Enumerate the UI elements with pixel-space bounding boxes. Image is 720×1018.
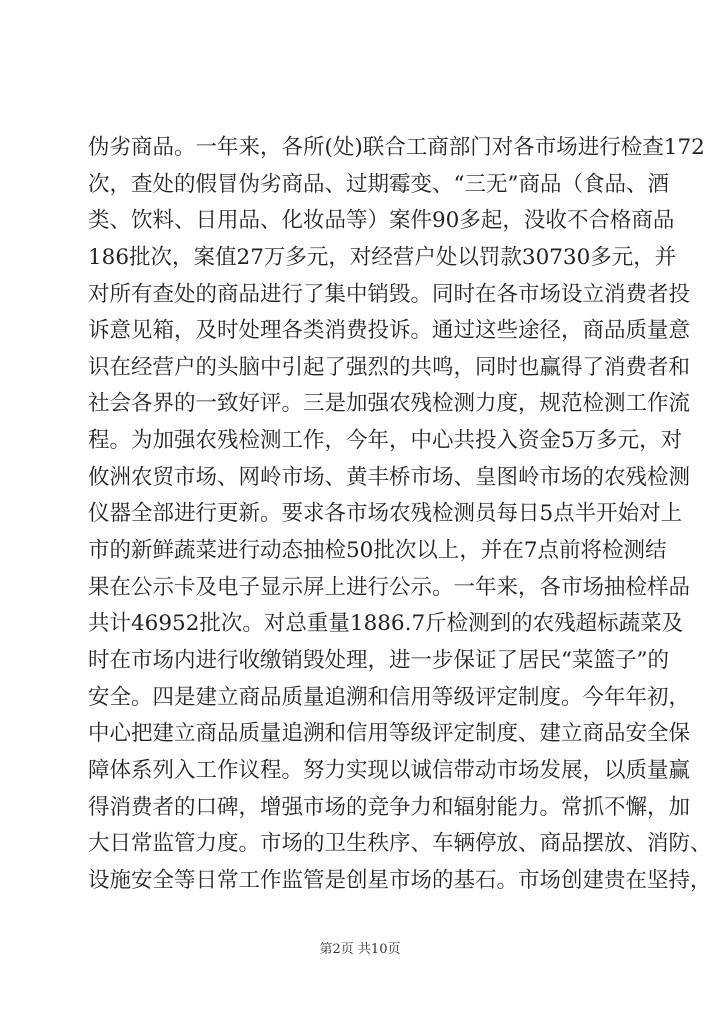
text-line: 次，查处的假冒伪劣商品、过期霉变、“三无”商品（食品、酒: [88, 171, 669, 197]
page-footer: 第2页 共10页: [319, 942, 401, 957]
text-line: 设施安全等日常工作监管是创星市场的基石。市场创建贵在坚持，: [88, 867, 712, 893]
text-line: 市的新鲜蔬菜进行动态抽检50批次以上，并在7点前将检测结: [88, 538, 667, 564]
document-body: [88, 130, 712, 899]
text-line: 安全。四是建立商品质量追溯和信用等级评定制度。今年年初，: [88, 684, 691, 710]
text-line: 伪劣商品。一年来，各所(处)联合工商部门对各市场进行检查172: [88, 135, 705, 160]
text-line: 障体系列入工作议程。努力实现以诚信带动市场发展，以质量赢: [88, 757, 691, 783]
text-line: 中心把建立商品质量追溯和信用等级评定制度、建立商品安全保: [88, 721, 691, 747]
text-line: 仪器全部进行更新。要求各市场农残检测员每日5点半开始对上: [88, 501, 683, 527]
text-line: 得消费者的口碑，增强市场的竞争力和辐射能力。常抓不懈，加: [88, 794, 691, 820]
text-line: 攸洲农贸市场、网岭市场、黄丰桥市场、皇图岭市场的农残检测: [88, 464, 691, 490]
text-line: 识在经营户的头脑中引起了强烈的共鸣，同时也赢得了消费者和: [88, 354, 691, 380]
text-line: 对所有查处的商品进行了集中销毁。同时在各市场设立消费者投: [88, 281, 691, 307]
text-line: 共计46952批次。对总重量1886.7斤检测到的农残超标蔬菜及: [88, 611, 684, 637]
text-line: 时在市场内进行收缴销毁处理，进一步保证了居民“菜篮子”的: [88, 647, 669, 673]
text-line: 诉意见箱，及时处理各类消费投诉。通过这些途径，商品质量意: [88, 318, 691, 344]
text-line: 186批次，案值27万多元，对经营户处以罚款30730多元，并: [88, 244, 677, 270]
text-line: 类、饮料、日用品、化妆品等）案件90多起，没收不合格商品: [88, 208, 675, 234]
text-line: 程。为加强农残检测工作，今年，中心共投入资金5万多元，对: [88, 428, 683, 454]
text-line: 果在公示卡及电子显示屏上进行公示。一年来，各市场抽检样品: [88, 574, 691, 600]
text-line: 大日常监管力度。市场的卫生秩序、车辆停放、商品摆放、消防、: [88, 831, 712, 857]
text-line: 社会各界的一致好评。三是加强农残检测力度，规范检测工作流: [88, 391, 691, 417]
